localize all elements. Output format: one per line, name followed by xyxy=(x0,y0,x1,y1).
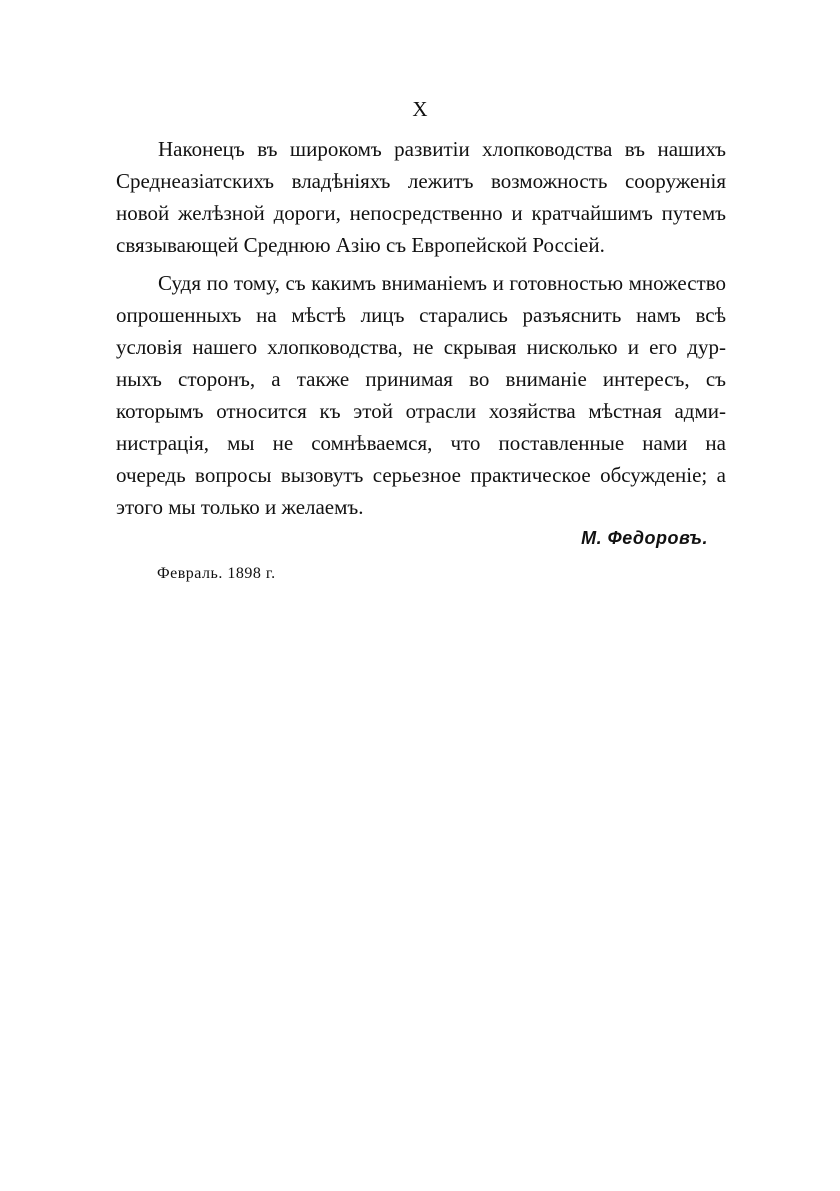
text-line: связывающей Среднюю Азію съ Европейской Россіей. xyxy=(116,233,605,257)
text-line: которымъ относится къ этой отрасли хозяйства мѣстная адми- xyxy=(116,399,726,423)
text-line: условія нашего хлопководства, не скрывая нисколько и его дур- xyxy=(116,335,726,359)
page-number: X xyxy=(412,97,428,121)
text-line: Наконецъ въ широкомъ развитіи хлопководства въ нашихъ xyxy=(158,137,726,161)
text-line: очередь вопросы вызовутъ серьезное практическое обсужденіе; а xyxy=(116,463,726,487)
text-line: ныхъ сторонъ, а также принимая во вниманіе интересъ, съ xyxy=(116,367,726,391)
date-line: Февраль. 1898 г. xyxy=(157,565,276,582)
text-line: новой желѣзной дороги, непосредственно и кратчайшимъ путемъ xyxy=(116,201,726,225)
text-line: Судя по тому, съ какимъ вниманіемъ и готовностью множество xyxy=(158,271,726,295)
text-line: этого мы только и желаемъ. xyxy=(116,495,364,519)
text-line: нистрація, мы не сомнѣваемся, что поставленные нами на xyxy=(116,431,726,455)
text-line: опрошенныхъ на мѣстѣ лицъ старались разъяснить намъ всѣ xyxy=(116,303,726,327)
text-line: Среднеазіатскихъ владѣніяхъ лежитъ возможность сооруженія xyxy=(116,169,726,193)
author-signature: М. Федоровъ. xyxy=(581,528,708,548)
paragraph-1 xyxy=(116,133,726,261)
paragraph-2 xyxy=(116,267,726,523)
body-text xyxy=(116,133,726,523)
